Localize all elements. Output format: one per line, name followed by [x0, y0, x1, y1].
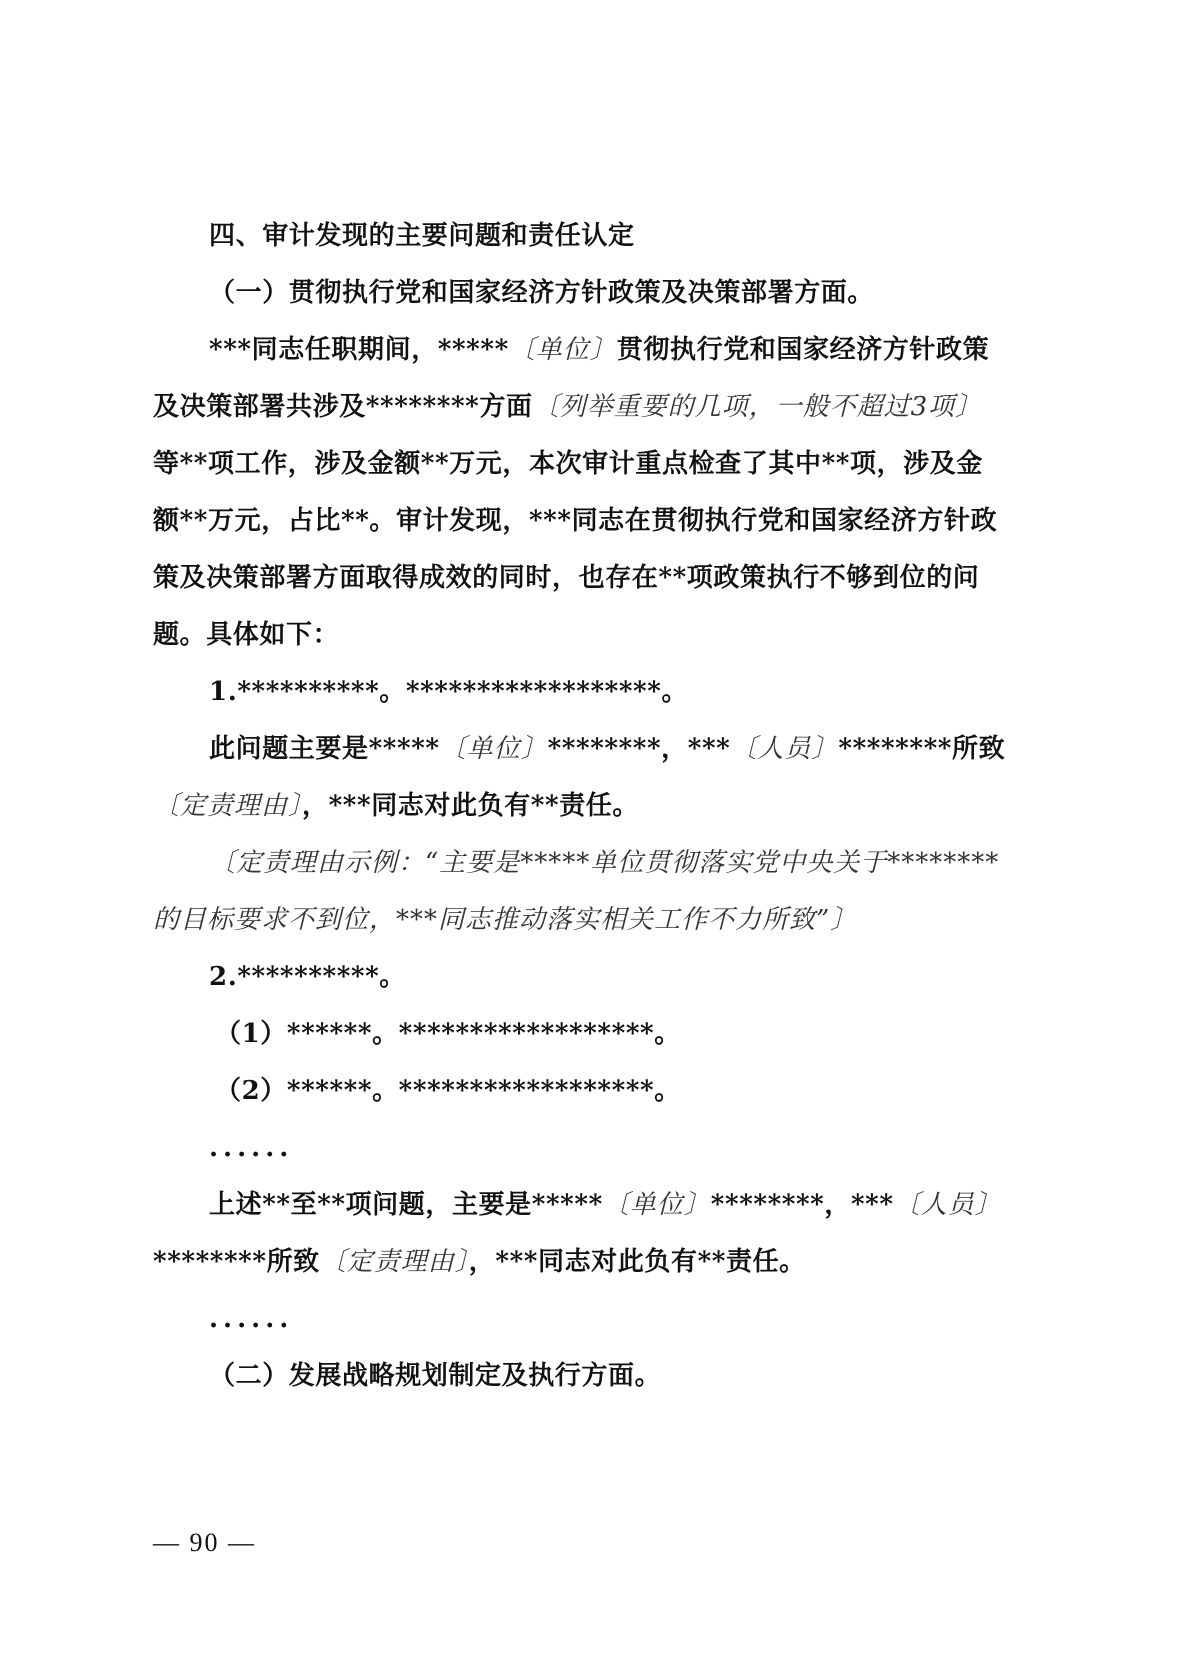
person-note: 〔人员〕 — [893, 1190, 1002, 1220]
paragraph-line: 题。具体如下： — [153, 620, 340, 650]
summary-line — [153, 1234, 1033, 1291]
item-2-2: （2）******。******************。 — [215, 1076, 681, 1106]
text-segment: 上述**至**项问题，主要是***** — [209, 1190, 603, 1220]
example-note: 〔定责理由示例：“主要是*****单位贯彻落实党中央关于******** — [209, 848, 1000, 878]
text-segment: ********，*** — [547, 734, 731, 764]
text-segment: 此问题主要是***** — [209, 734, 440, 764]
paragraph-line — [153, 379, 1033, 436]
text-segment: 贯彻执行党和国家经济方针政策 — [616, 335, 990, 365]
unit-note: 〔单位〕 — [508, 335, 617, 365]
text-segment: ，***同志对此负有**责任。 — [468, 1247, 806, 1277]
text-segment: ***同志任职期间，***** — [209, 335, 509, 365]
text-segment: ，***同志对此负有**责任。 — [302, 791, 639, 821]
item-2: 2.**********。 — [209, 962, 406, 992]
ellipsis: ...... — [209, 1133, 294, 1163]
example-note: 的目标要求不到位，***同志推动落实相关工作不力所致”〕 — [153, 905, 858, 935]
page-number: — 90 — — [153, 1528, 256, 1557]
section-title: 四、审计发现的主要问题和责任认定 — [209, 221, 635, 251]
list-note: 〔列举重要的几项，一般不超过3项〕 — [532, 392, 983, 422]
paragraph-line — [153, 322, 1033, 379]
ellipsis: ...... — [209, 1304, 294, 1334]
text-segment: ********所致 — [838, 734, 1006, 764]
summary-line — [153, 1177, 1033, 1234]
reason-note: 〔定责理由〕 — [319, 1247, 469, 1277]
unit-note: 〔单位〕 — [602, 1190, 711, 1220]
unit-note: 〔单位〕 — [439, 734, 548, 764]
paragraph-line: 策及决策部署方面取得成效的同时，也存在**项政策执行不够到位的问 — [153, 563, 980, 593]
paragraph-line: 额**万元，占比**。审计发现，***同志在贯彻执行党和国家经济方针政 — [153, 506, 998, 536]
text-segment: ********，*** — [710, 1190, 894, 1220]
reason-note: 〔定责理由〕 — [153, 791, 303, 821]
text-segment: ********所致 — [153, 1247, 320, 1277]
document-body — [153, 208, 1033, 1405]
person-note: 〔人员〕 — [730, 734, 839, 764]
responsibility-line — [153, 778, 1033, 835]
item-1: 1.**********。******************。 — [209, 677, 689, 707]
subsection-title-1: （一）贯彻执行党和国家经济方针政策及决策部署方面。 — [209, 278, 875, 308]
text-segment: 及决策部署共涉及********方面 — [153, 392, 533, 422]
paragraph-line: 等**项工作，涉及金额**万元，本次审计重点检查了其中**项，涉及金 — [153, 449, 983, 479]
responsibility-line — [153, 721, 1033, 778]
subsection-title-2: （二）发展战略规划制定及执行方面。 — [209, 1361, 662, 1391]
item-2-1: （1）******。******************。 — [215, 1019, 681, 1049]
